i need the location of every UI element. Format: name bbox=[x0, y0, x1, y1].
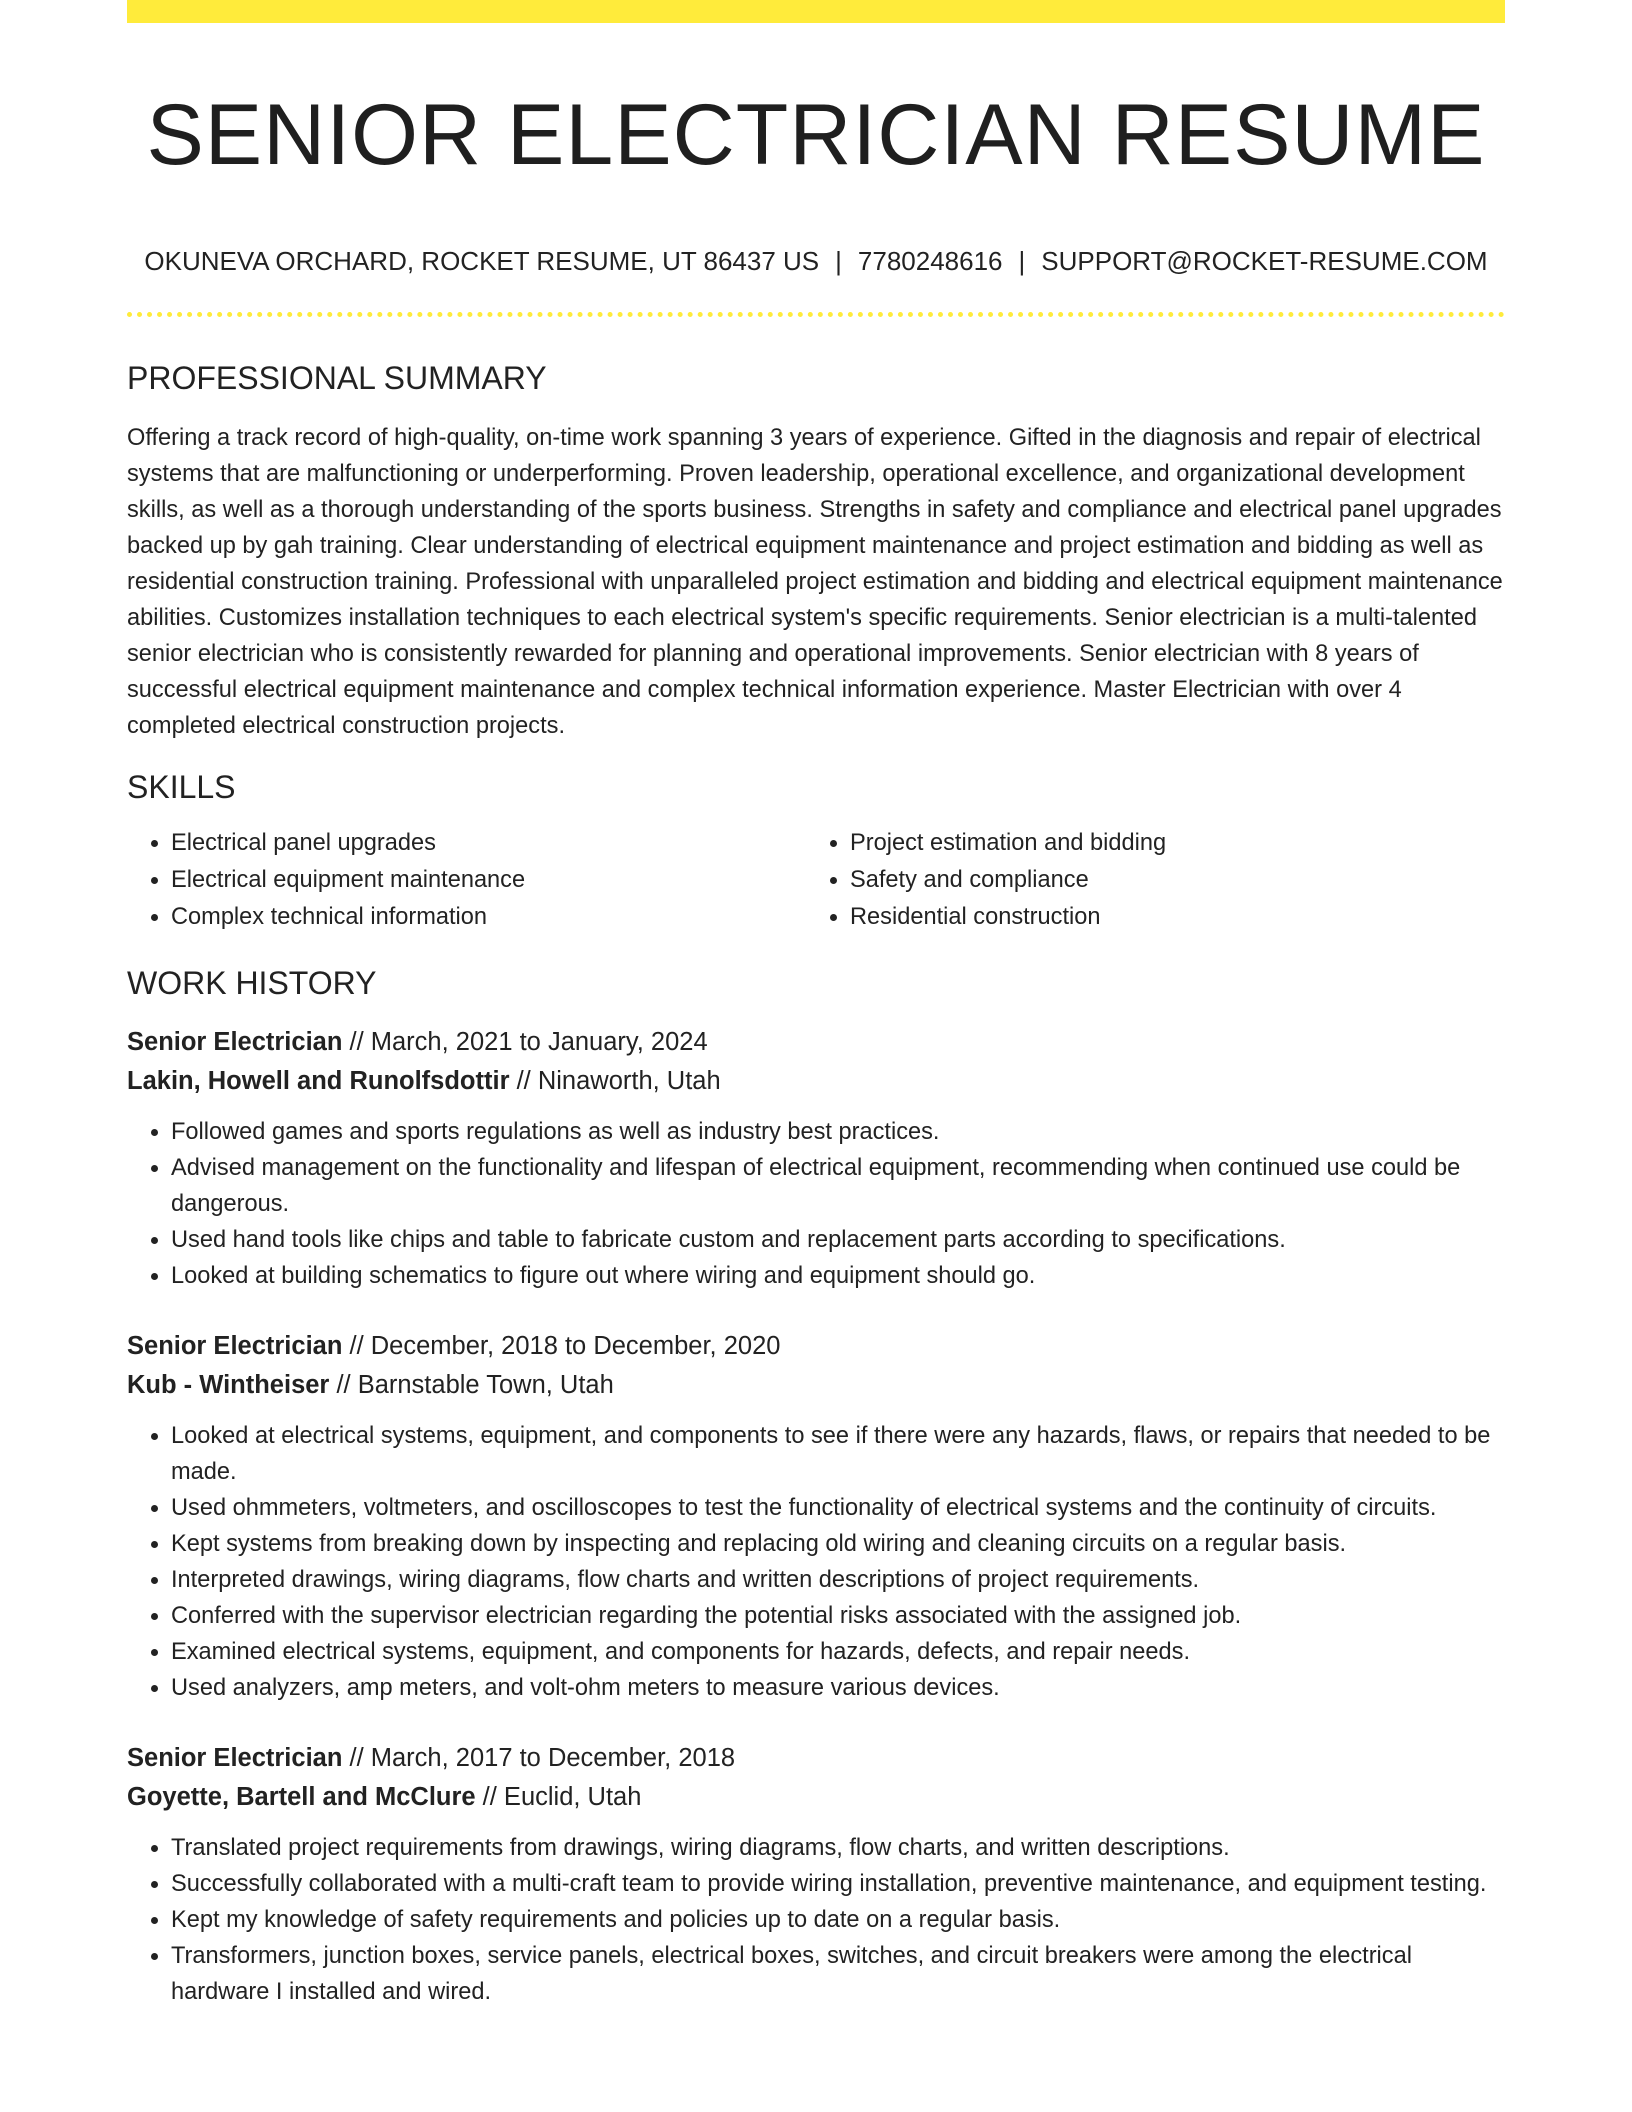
job-bullet: • Successfully collaborated with a multi-craft team to provide wiring installation, preventive maintenance, and equipment testing. bbox=[171, 1866, 1505, 1902]
job-location: // Euclid, Utah bbox=[475, 1783, 642, 1811]
job-dates: // March, 2021 to January, 2024 bbox=[342, 1028, 708, 1056]
top-accent-bar bbox=[127, 0, 1505, 23]
job-title-line bbox=[127, 1023, 1505, 1062]
job-bullets bbox=[127, 1418, 1505, 1706]
job-bullet: • Advised management on the functionality and lifespan of electrical equipment, recommending when continued use could be dangerous. bbox=[171, 1150, 1505, 1222]
resume-title: SENIOR ELECTRICIAN RESUME bbox=[146, 87, 1486, 183]
job-bullet: • Followed games and sports regulations as well as industry best practices. bbox=[171, 1114, 1505, 1150]
contact-separator: | bbox=[835, 246, 842, 276]
job-bullet: • Kept systems from breaking down by inspecting and replacing old wiring and cleaning circuits on a regular basis. bbox=[171, 1526, 1505, 1562]
skills-column-right bbox=[807, 825, 1486, 936]
skills-list bbox=[127, 825, 1505, 936]
job-bullets bbox=[127, 1830, 1505, 2010]
job-title-line bbox=[127, 1739, 1505, 1778]
job-company-line bbox=[127, 1778, 1505, 1817]
job-company-line bbox=[127, 1366, 1505, 1405]
job-bullet: • Used ohmmeters, voltmeters, and oscilloscopes to test the functionality of electrical systems and the continuity of circuits. bbox=[171, 1490, 1505, 1526]
job-dates: // March, 2017 to December, 2018 bbox=[342, 1744, 736, 1772]
skill-item: • Residential construction bbox=[850, 899, 1486, 936]
summary-text: Offering a track record of high-quality, on-time work spanning 3 years of experience. Gifted in the diagnosis and repair of electrical systems that are malfunctioning or underperforming. Proven leadership, operational excellence, and organizational development skills, as well as a thorough understanding of the sports business. Strengths in safety and compliance and electrical panel upgrades backed up by gah training. Clear understanding of electrical equipment maintenance and project estimation and bidding as well as residential construction training. Professional with unparalleled project estimation and bidding and electrical equipment maintenance abilities. Customizes installation techniques to each electrical system's specific requirements. Senior electrician is a multi-talented senior electrician who is consistently rewarded for planning and operational improvements. Senior electrician with 8 years of successful electrical equipment maintenance and complex technical information experience. Master Electrician with over 4 completed electrical construction projects. bbox=[127, 425, 1503, 739]
skill-item: • Safety and compliance bbox=[850, 862, 1486, 899]
summary-heading: PROFESSIONAL SUMMARY bbox=[127, 360, 547, 396]
job-location: // Barnstable Town, Utah bbox=[329, 1371, 614, 1399]
job-company-line bbox=[127, 1062, 1505, 1101]
job-role: Senior Electrician bbox=[127, 1028, 343, 1056]
job-bullet: • Used hand tools like chips and table to fabricate custom and replacement parts according to specifications. bbox=[171, 1222, 1505, 1258]
job-company: Goyette, Bartell and McClure bbox=[127, 1783, 476, 1811]
contact-address: OKUNEVA ORCHARD, ROCKET RESUME, UT 86437 US bbox=[144, 246, 820, 276]
job-bullet: • Looked at building schematics to figure out where wiring and equipment should go. bbox=[171, 1258, 1505, 1294]
job-bullets bbox=[127, 1114, 1505, 1294]
job-bullet: • Conferred with the supervisor electrician regarding the potential risks associated with the assigned job. bbox=[171, 1598, 1505, 1634]
job-bullet: • Translated project requirements from drawings, wiring diagrams, flow charts, and written descriptions. bbox=[171, 1830, 1505, 1866]
job-entry bbox=[127, 1327, 1505, 1706]
job-role: Senior Electrician bbox=[127, 1744, 343, 1772]
job-role: Senior Electrician bbox=[127, 1332, 343, 1360]
contact-line bbox=[127, 245, 1505, 277]
job-bullet: • Interpreted drawings, wiring diagrams, flow charts and written descriptions of project requirements. bbox=[171, 1562, 1505, 1598]
job-bullet: • Looked at electrical systems, equipment, and components to see if there were any hazards, flaws, or repairs that needed to be made. bbox=[171, 1418, 1505, 1490]
job-bullet: • Transformers, junction boxes, service panels, electrical boxes, switches, and circuit breakers were among the electrical hardware I installed and wired. bbox=[171, 1938, 1505, 2010]
contact-email: SUPPORT@ROCKET-RESUME.COM bbox=[1041, 246, 1488, 276]
work-history-heading: WORK HISTORY bbox=[127, 965, 377, 1001]
skills-column-left bbox=[127, 825, 807, 936]
job-title-line bbox=[127, 1327, 1505, 1366]
job-bullet: • Kept my knowledge of safety requirements and policies up to date on a regular basis. bbox=[171, 1902, 1505, 1938]
job-entry bbox=[127, 1739, 1505, 2010]
job-bullet: • Used analyzers, amp meters, and volt-ohm meters to measure various devices. bbox=[171, 1670, 1505, 1706]
job-dates: // December, 2018 to December, 2020 bbox=[342, 1332, 781, 1360]
skill-item: • Complex technical information bbox=[171, 899, 807, 936]
job-bullet: • Examined electrical systems, equipment, and components for hazards, defects, and repair needs. bbox=[171, 1634, 1505, 1670]
skill-item: • Electrical equipment maintenance bbox=[171, 862, 807, 899]
dotted-divider bbox=[127, 312, 1505, 317]
job-entry bbox=[127, 1023, 1505, 1294]
resume-page bbox=[127, 0, 1505, 2010]
job-location: // Ninaworth, Utah bbox=[509, 1067, 721, 1095]
contact-phone: 7780248616 bbox=[857, 246, 1003, 276]
contact-separator: | bbox=[1018, 246, 1026, 276]
skill-item: • Electrical panel upgrades bbox=[171, 825, 807, 862]
skill-item: • Project estimation and bidding bbox=[850, 825, 1486, 862]
job-company: Lakin, Howell and Runolfsdottir bbox=[127, 1067, 510, 1095]
job-company: Kub - Wintheiser bbox=[127, 1371, 330, 1399]
skills-heading: SKILLS bbox=[127, 769, 236, 805]
